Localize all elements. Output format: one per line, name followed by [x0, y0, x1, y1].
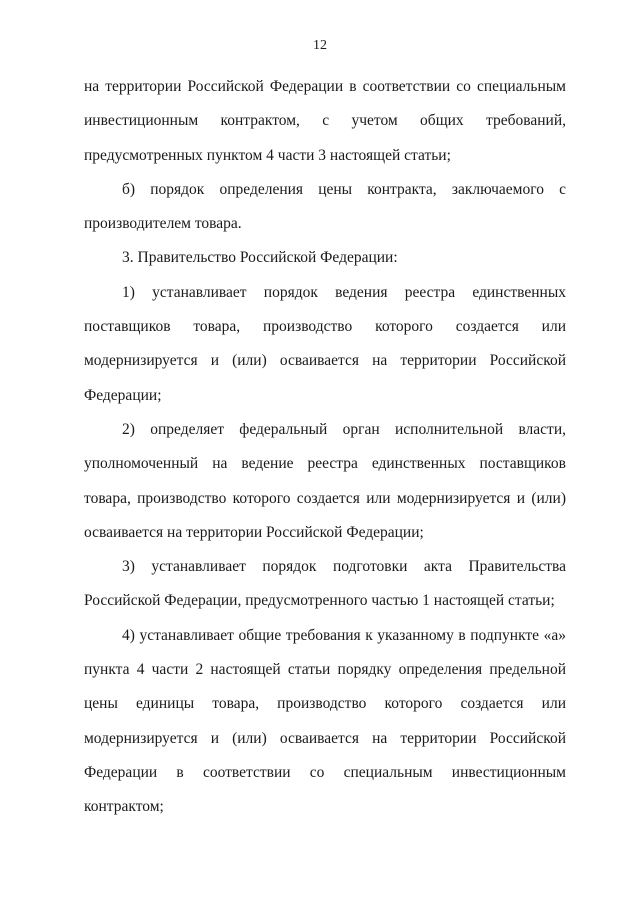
- document-body: [84, 70, 566, 825]
- paragraph-item-1: 1) устанавливает порядок ведения реестра единственных поставщиков товара, производство которого создается или модернизируется и (или) осваивается на территории Российской Федерации;: [84, 283, 566, 404]
- paragraph-item-4: 4) устанавливает общие требования к указанному в подпункте «а» пункта 4 части 2 настоящей статьи порядку определения предельной цены единицы товара, производство которого создается или модернизируется и (или) осваивается на территории Российской Федерации в соответствии со специальным инвестиционным контрактом;: [84, 626, 566, 816]
- paragraph-continuation: на территории Российской Федерации в соответствии со специальным инвестиционным контрактом, с учетом общих требований, предусмотренных пунктом 4 части 3 настоящей статьи;: [84, 78, 566, 164]
- paragraph-item-3: 3) устанавливает порядок подготовки акта Правительства Российской Федерации, предусмотренного частью 1 настоящей статьи;: [84, 558, 566, 610]
- page-number: 12: [313, 38, 327, 53]
- paragraph-section-3: 3. Правительство Российской Федерации:: [122, 249, 398, 267]
- paragraph-item-b: б) порядок определения цены контракта, заключаемого с производителем товара.: [84, 180, 566, 233]
- paragraph-item-2: 2) определяет федеральный орган исполнительной власти, уполномоченный на ведение реестра единственных поставщиков товара, производство которого создается или модернизируется и (или) осваивается на территории Российской Федерации;: [84, 420, 566, 541]
